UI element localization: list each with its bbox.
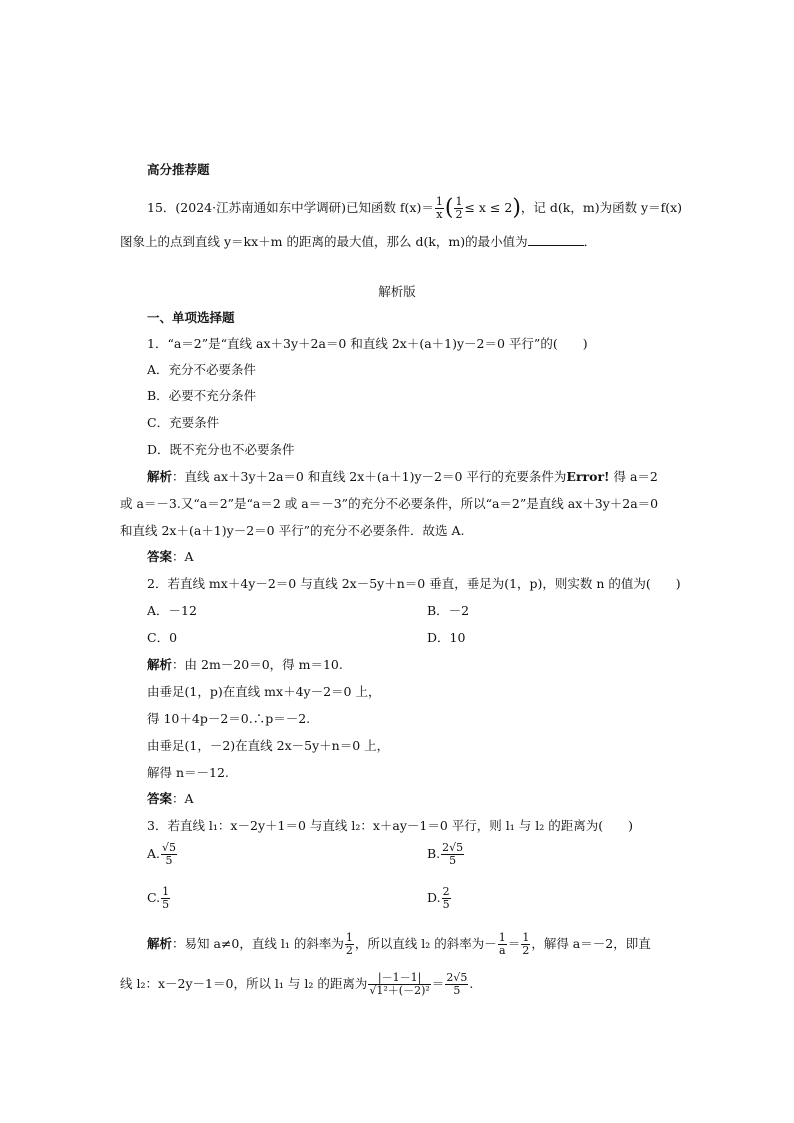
fraction: $\frac{√5}{5}$ [162,841,177,867]
fraction: $\frac{1}{2}$ [345,931,353,957]
q2-solution-line-3: 得 10＋4p－2＝0.∴p＝－2. [147,711,311,726]
q3-solution-line-1: 解析：易知 a≠0，直线 l₁ 的斜率为 $\frac{1}{2}$ ，所以直线 l₂ 的斜率为－ $\frac{1}{a}$ ＝ $\frac{1}{2}$ ，解得 a＝－2，即直 [147,931,651,957]
problem-15-line-2: 图象上的点到直线 y＝kx＋m 的距离的最大值，那么 d(k，m)的最小值为 ． [120,234,597,249]
q1-option-a: A．充分不必要条件 [147,362,257,377]
fraction: $\frac{1}{a}$ [498,931,506,957]
q2-option-a: A．－12 [147,603,197,618]
problem-15-line-1: 15．(2024·江苏南通如东中学调研)已知函数 f(x)＝ $\frac{1}{x}$ ( $\frac{1}{2}$ ≤ x ≤ 2)，记 d(k，m)为函数 y＝f(x) [147,195,683,221]
q2-option-d: D．10 [427,630,466,645]
fraction: $\frac{|-1-1|}{\text{√1²＋(－2)²}}$ [369,971,430,997]
q3-solution-line-2: 线 l₂：x－2y－1＝0，所以 l₁ 与 l₂ 的距离为 $\frac{|-1-1|}{\text{√1²＋(－2)²}}$ ＝ $\frac{2√5}{5}$ . [120,971,474,997]
answer-version-title: 解析版 [378,284,416,299]
q2-answer: 答案：A [147,791,194,806]
q1-answer: 答案：A [147,549,194,564]
fraction: $\frac{2}{5}$ [442,885,450,911]
fraction: $\frac{1}{5}$ [162,885,170,911]
q1-solution-line-1: 解析：直线 ax＋3y＋2a＝0 和直线 2x＋(a＋1)y－2＝0 平行的充要条件为Error! 得 a＝2 [147,469,658,484]
q2-solution-line-2: 由垂足(1，p)在直线 mx＋4y－2＝0 上， [147,684,381,699]
fraction: $\frac{2√5}{5}$ [446,971,468,997]
q1-solution-line-2: 或 a＝－3.又“a＝2”是“a＝2 或 a＝－3”的充分不必要条件，所以“a＝2”是直线 ax＋3y＋2a＝0 [120,496,659,511]
q3-option-c: C. $\frac{1}{5}$ [147,885,170,911]
answer-blank [528,233,584,246]
q1-option-b: B．必要不充分条件 [147,388,257,403]
fraction: $\frac{1}{2}$ [455,195,463,221]
q2-stem: 2．若直线 mx＋4y－2＝0 与直线 2x－5y＋n＝0 垂直，垂足为(1，p)，则实数 n 的值为( ) [147,576,681,591]
q2-solution-line-4: 由垂足(1，－2)在直线 2x－5y＋n＝0 上， [147,738,390,753]
q1-option-c: C．充要条件 [147,415,220,430]
q1-stem: 1．“a＝2”是“直线 ax＋3y＋2a＝0 和直线 2x＋(a＋1)y－2＝0 平行”的( ) [147,336,588,351]
q3-option-a: A. $\frac{√5}{5}$ [147,841,177,867]
fraction: $\frac{2√5}{5}$ [442,841,464,867]
q2-solution-line-5: 解得 n＝－12. [147,765,229,780]
q1-option-d: D．既不充分也不必要条件 [147,442,295,457]
fraction: $\frac{1}{2}$ [522,931,530,957]
q3-option-b: B. $\frac{2√5}{5}$ [427,841,464,867]
q3-option-d: D. $\frac{2}{5}$ [427,885,450,911]
part-title-single-choice: 一、单项选择题 [147,310,235,325]
q3-stem: 3．若直线 l₁：x－2y＋1＝0 与直线 l₂：x＋ay－1＝0 平行，则 l₁ 与 l₂ 的距离为( ) [147,818,633,833]
q2-option-c: C．0 [147,630,178,645]
q2-option-b: B．－2 [427,603,470,618]
section-header: 高分推荐题 [147,162,210,177]
fraction: $\frac{1}{x}$ [435,195,443,221]
q1-solution-line-3: 和直线 2x＋(a＋1)y－2＝0 平行”的充分不必要条件．故选 A. [120,523,465,538]
q2-solution-line-1: 解析：由 2m－20＝0，得 m＝10. [147,657,343,672]
